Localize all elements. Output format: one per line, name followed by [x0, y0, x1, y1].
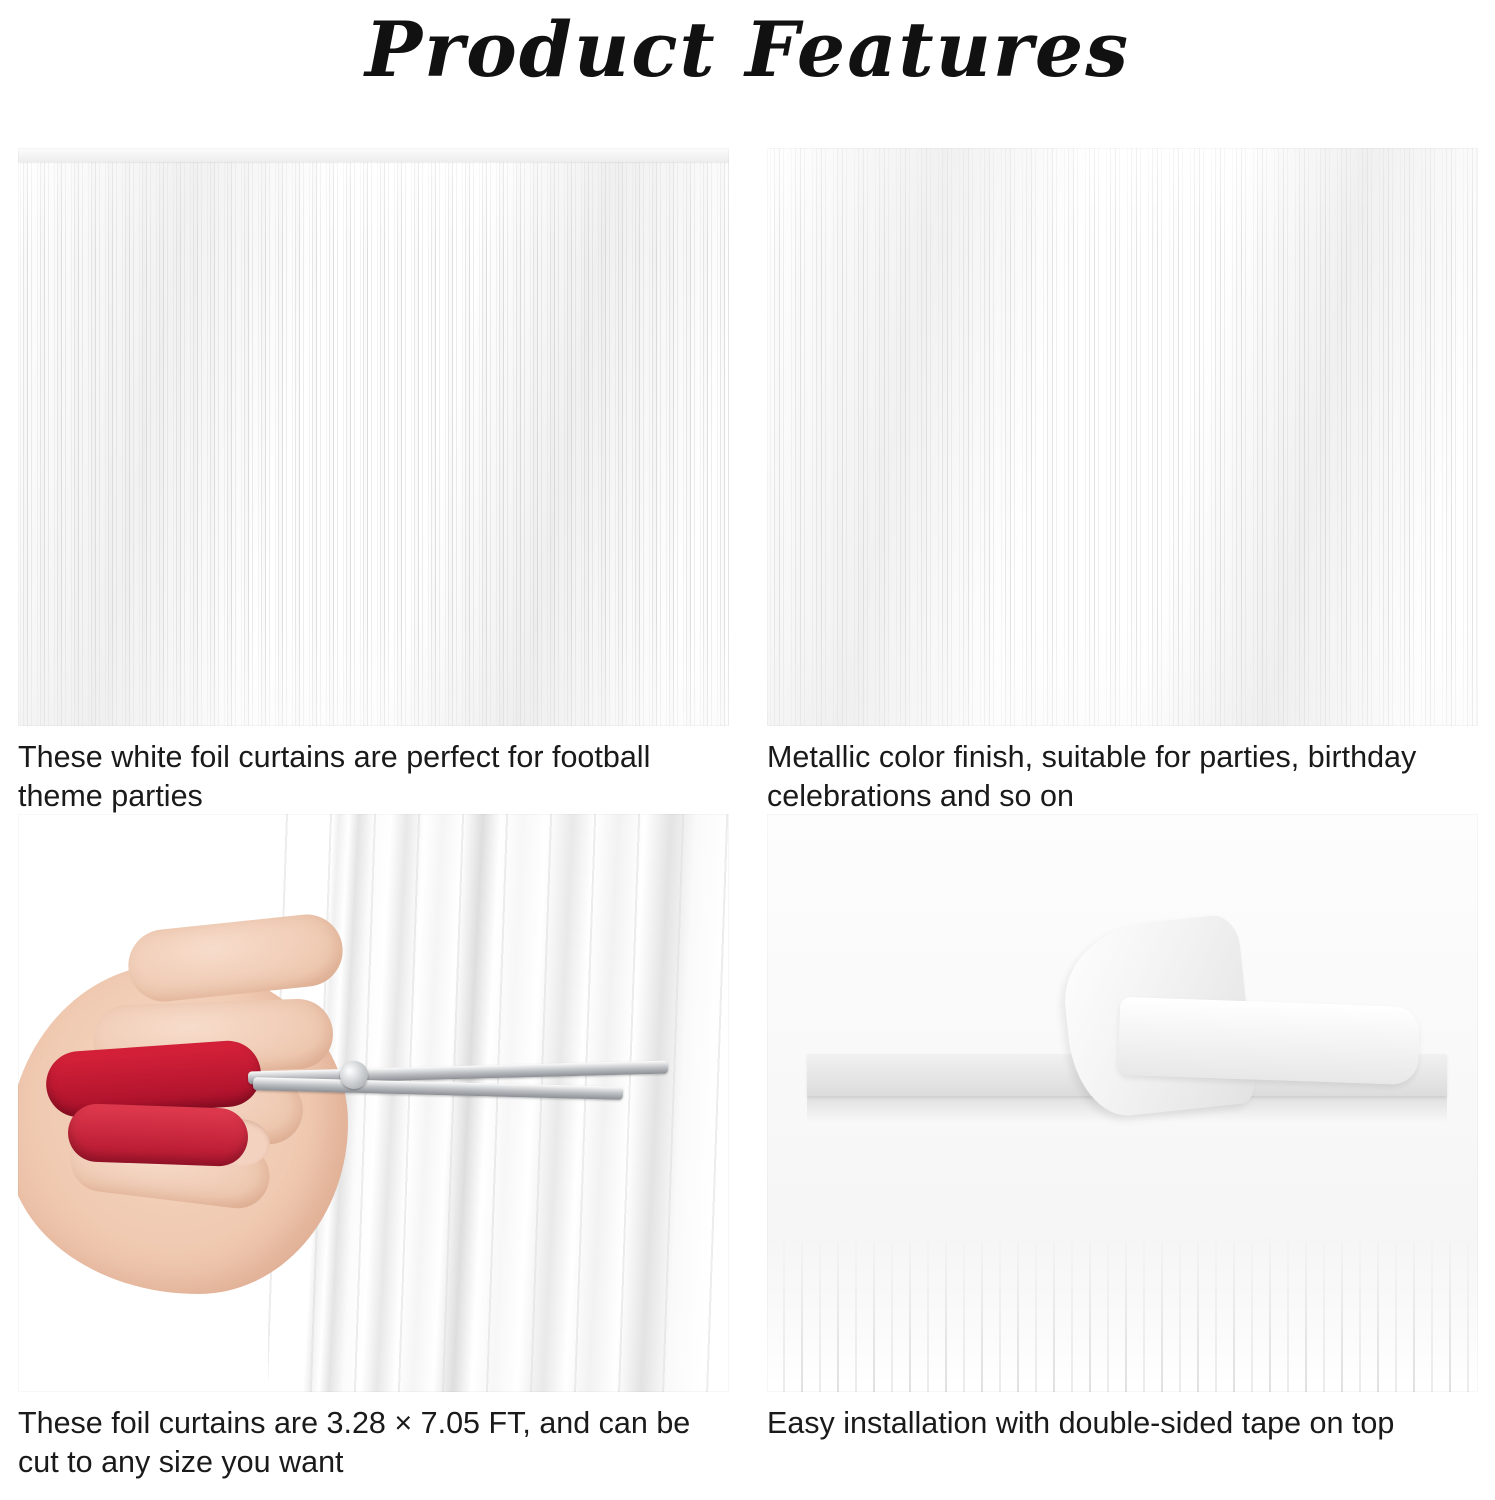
feature-card-metallic-finish: [767, 148, 1478, 814]
feature-caption: Easy installation with double-sided tape on top: [767, 1406, 1395, 1440]
curtain-header-bar: [18, 148, 729, 162]
feature-image-double-sided-tape: [767, 814, 1478, 1392]
feature-caption: These foil curtains are 3.28 × 7.05 FT, and can be cut to any size you want: [18, 1406, 691, 1480]
feature-image-white-foil-curtain: [18, 148, 729, 726]
scissors-handle: [67, 1103, 249, 1167]
tape-scene: [767, 814, 1478, 1392]
feature-card-cuttable-size: [18, 814, 729, 1480]
curtain-fringe-bottom: [767, 1242, 1478, 1392]
feature-card-white-foil-curtain: [18, 148, 729, 814]
features-grid: [18, 148, 1478, 1480]
fringe-highlight-overlay: [18, 148, 729, 726]
feature-image-metallic-finish: [767, 148, 1478, 726]
page-title: Product Features: [364, 5, 1131, 94]
feature-caption: These white foil curtains are perfect for football theme parties: [18, 740, 651, 814]
feature-image-cutting-curtain: [18, 814, 729, 1392]
cutting-scene: [18, 814, 729, 1392]
feature-caption: Metallic color finish, suitable for parties, birthday celebrations and so on: [767, 740, 1417, 814]
tape-liner-flap: [1118, 997, 1421, 1085]
scissors-pivot-screw: [340, 1061, 368, 1089]
fringe-highlight-overlay: [767, 148, 1478, 726]
feature-card-double-sided-tape: [767, 814, 1478, 1480]
